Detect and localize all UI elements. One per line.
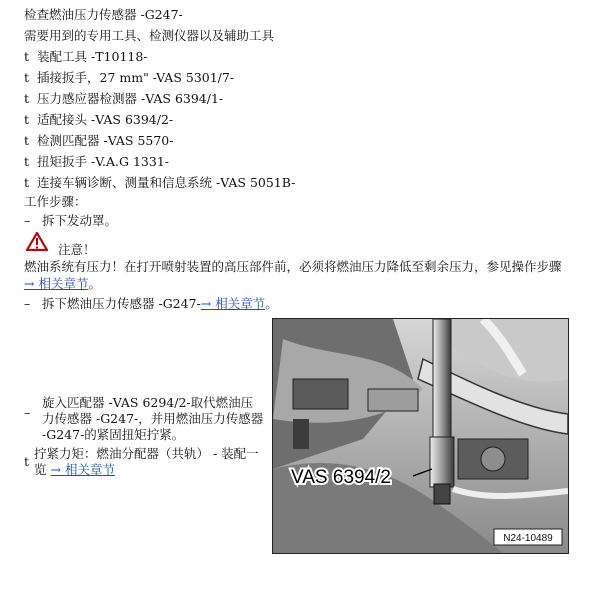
list-item: [24, 175, 295, 191]
dash-marker: –: [24, 213, 31, 228]
tool-item-label: 连接车辆诊断、测量和信息系统 -VAS 5051B-: [37, 175, 296, 190]
tool-item-label: 压力感应器检测器 -VAS 6394/1-: [37, 91, 224, 106]
list-item: [24, 91, 223, 107]
list-item: [24, 112, 173, 128]
step-item: [24, 213, 117, 229]
related-chapter-link[interactable]: → 相关章节: [24, 276, 89, 291]
bullet-marker: t: [24, 91, 30, 106]
warning-icon: [26, 232, 48, 251]
dash-marker: –: [24, 405, 31, 420]
step-item: [24, 296, 278, 312]
list-item: [24, 49, 148, 65]
warning-text: [24, 258, 564, 292]
bullet-marker: t: [24, 70, 30, 85]
step-label: 拆下燃油压力传感器 -G247-: [42, 296, 201, 311]
tool-item-label: 扭矩扳手 -V.A.G 1331-: [37, 154, 170, 169]
step-label: 拆下发动罩。: [42, 213, 118, 228]
tool-item-label: 适配接头 -VAS 6394/2-: [37, 112, 174, 127]
list-item: [24, 154, 169, 170]
warning-title: 注意！: [58, 242, 96, 257]
tool-item-label: 检测匹配器 -VAS 5570-: [37, 133, 174, 148]
bullet-marker: t: [24, 175, 30, 190]
bullet-marker: t: [24, 154, 30, 169]
warning-period: 。: [88, 276, 101, 291]
engine-photo: [273, 319, 568, 553]
steps-heading: 工作步骤：: [24, 194, 87, 209]
bullet-marker: t: [24, 454, 30, 469]
dash-marker: –: [24, 296, 31, 311]
step-label: 旋入匹配器 -VAS 6294/2-取代燃油压力传感器 -G247-，并用燃油压力传感器 -G247-的紧固扭矩拧紧。: [42, 395, 264, 442]
tool-item-label: 插接扳手，27 mm" -VAS 5301/7-: [37, 70, 235, 85]
warning-body: 燃油系统有压力！在打开喷射装置的高压部件前，必须将燃油压力降低至剩余压力，参见操作步骤: [24, 259, 562, 274]
figure-id: N24-10489: [503, 533, 553, 544]
bullet-marker: t: [24, 49, 30, 64]
step-period: 。: [265, 296, 278, 311]
bullet-marker: t: [24, 133, 30, 148]
tools-intro: 需要用到的专用工具、检测仪器以及辅助工具: [24, 28, 275, 43]
engine-figure: [272, 318, 569, 554]
torque-text: [34, 446, 264, 478]
figure-tool-label: VAS 6394/2: [291, 467, 392, 488]
tool-item-label: 装配工具 -T10118-: [37, 49, 148, 64]
bullet-marker: t: [24, 112, 30, 127]
related-chapter-link[interactable]: → 相关章节: [200, 296, 266, 311]
related-chapter-link[interactable]: → 相关章节: [50, 462, 115, 477]
list-item: [24, 70, 234, 86]
page-title: 检查燃油压力传感器 -G247-: [24, 7, 183, 22]
torque-label: 拧紧力矩：燃油分配器（共轨） - 装配一览: [34, 446, 259, 477]
list-item: [24, 133, 173, 149]
